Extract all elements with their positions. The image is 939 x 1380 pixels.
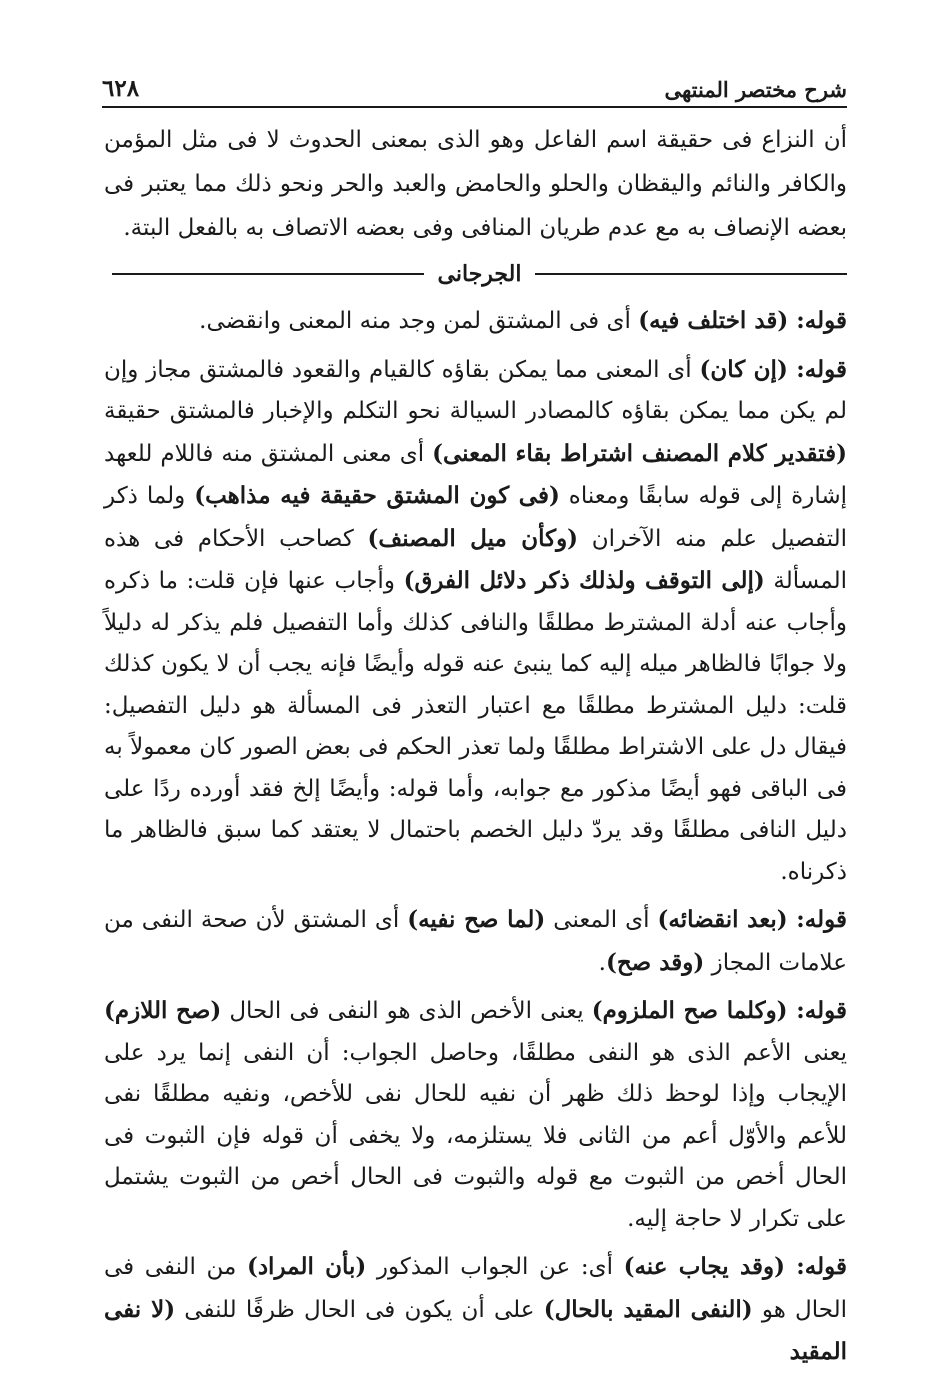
gloss-text: كصاحب الأحكام فى هذه المسألة (104, 525, 847, 594)
gloss-quote: (وكأن ميل المصنف) (367, 524, 579, 552)
gloss-quote: (قد اختلف فيه) (638, 307, 789, 334)
commentary-paragraph: أن النزاع فى حقيقة اسم الفاعل وهو الذى بمعنى الحدوث لا فى مثل المؤمن والكافر والنائم واليقظان والحلو والحامض والعبد والحر ونحو ذلك مما يعتبر فى بعضه الإنصاف به مع عدم طريان المنافى وفى بعضه الاتصاف به بالفعل البتة. (104, 127, 847, 241)
gloss-lead: قوله: (785, 1253, 848, 1280)
gloss-quote: (وقد صح) (605, 948, 705, 976)
gloss-quote: (وقد يجاب عنه) (623, 1253, 786, 1280)
gloss-text: أى: عن الجواب المذكور (366, 1254, 624, 1280)
gloss-text: يعنى الأعم الذى هو النفى مطلقًا، وحاصل الجواب: أن النفى إنما يرد على الإيجاب وإذا لوحظ ذلك ظهر أن نفيه للحال نفى للأخص، ونفيه مطلقًا نفى للأعم والأوّل أعم من الثانى فلا يستلزمه، ولا يخفى أن قوله فإن الثبوت فى الحال أخص من الثبوت مع قوله والثبوت فى الحال أخص من الثبوت يشتمل على تكرار لا حاجة إليه. (104, 1039, 847, 1232)
gloss-paragraph (104, 899, 847, 984)
gloss-lead: قوله: (788, 307, 847, 334)
gloss-paragraph (104, 300, 847, 343)
gloss-text: أى معنى المشتق منه فاللام للعهد إشارة إلى قوله سابقًا ومعناه (104, 440, 847, 509)
gloss-lead: قوله: (787, 355, 847, 383)
section-divider (112, 256, 847, 292)
gloss-text: ولما ذكر التفصيل علم منه الآخران (104, 483, 847, 552)
gloss-text: وأجاب عنها فإن قلت: ما ذكره وأجاب عنه أدلة المشترط مطلقًا والنافى كذلك وأما التفصيل فلم يذكر له دليلاً ولا جوابًا فالظاهر ميله إليه كما ينبئ عنه قوله وأيضًا فإنه يجب أن لا يكون كذلك قلت: دليل المشترط مطلقًا مع اعتبار التعذر فى المسألة هو دليل التفصيل: فيقال دل على الاشتراط مطلقًا ولما تعذر الحكم فى بعض الصور كان معمولاً به فى الباقى فهو أيضًا مذكور مع جوابه، وأما قوله: وأيضًا إلخ فقد أورده ردًا على دليل النافى مطلقًا وقد يردّ دليل الخصم باحتمال لا يعتقد كما سبق فالظاهر ما ذكرناه. (104, 568, 847, 885)
gloss-text: على أن يكون فى الحال ظرفًا للنفى (175, 1296, 544, 1323)
gloss-text: من النفى فى الحال هو (104, 1254, 848, 1323)
gloss-quote: (النفى المقيد بالحال) (543, 1295, 753, 1323)
gloss-text: . (598, 949, 606, 976)
gloss-paragraph (104, 990, 847, 1240)
gloss-text: أى المشتق لأن صحة النفى من علامات المجاز (104, 907, 847, 976)
gloss-quote: (بأن المراد) (246, 1253, 367, 1280)
gloss-quote: (لما صح نفيه) (407, 906, 546, 933)
running-head (102, 64, 847, 108)
gloss-quote: (إلى التوقف ولذلك ذكر دلائل الفرق) (403, 567, 765, 594)
gloss-lead: قوله: (787, 997, 847, 1024)
gloss-quote: (فى كون المشتق حقيقة فيه مذاهب) (194, 482, 560, 509)
gloss-quote: (فتقدير كلام المصنف اشتراط بقاء المعنى) (432, 439, 847, 467)
gloss-text: أى المعنى (545, 907, 658, 933)
gloss-quote: (لا نفى المقيد (104, 1295, 847, 1365)
gloss-quote: (صح اللازم) (104, 997, 222, 1024)
book-title: شرح مختصر المنتهى (664, 77, 847, 102)
gloss-body (104, 300, 847, 1380)
gloss-quote: (بعد انقضائه) (657, 906, 788, 933)
gloss-quote: (إن كان) (699, 355, 788, 383)
gloss-quote: (وكلما صح الملزوم) (591, 997, 788, 1024)
divider-rule-right (535, 273, 847, 275)
page-number: ٦٢٨ (102, 75, 140, 102)
gloss-text: أى المعنى مما يمكن بقاؤه كالقيام والقعود فالمشتق مجاز وإن لم يكن مما يمكن بقاؤه كالمصادر السيالة نحو التكلم والإخبار فالمشتق حقيقة (104, 356, 847, 424)
gloss-lead: قوله: (787, 906, 847, 933)
section-label: الجرجانى (437, 261, 522, 287)
gloss-paragraph (104, 349, 847, 894)
gloss-text: أى فى المشتق لمن وجد منه المعنى وانقضى. (199, 308, 639, 334)
gloss-paragraph (104, 1246, 847, 1374)
commentary-block (104, 118, 847, 250)
gloss-text: يعنى الأخص الذى هو النفى فى الحال (221, 998, 592, 1024)
divider-rule-left (112, 273, 424, 275)
